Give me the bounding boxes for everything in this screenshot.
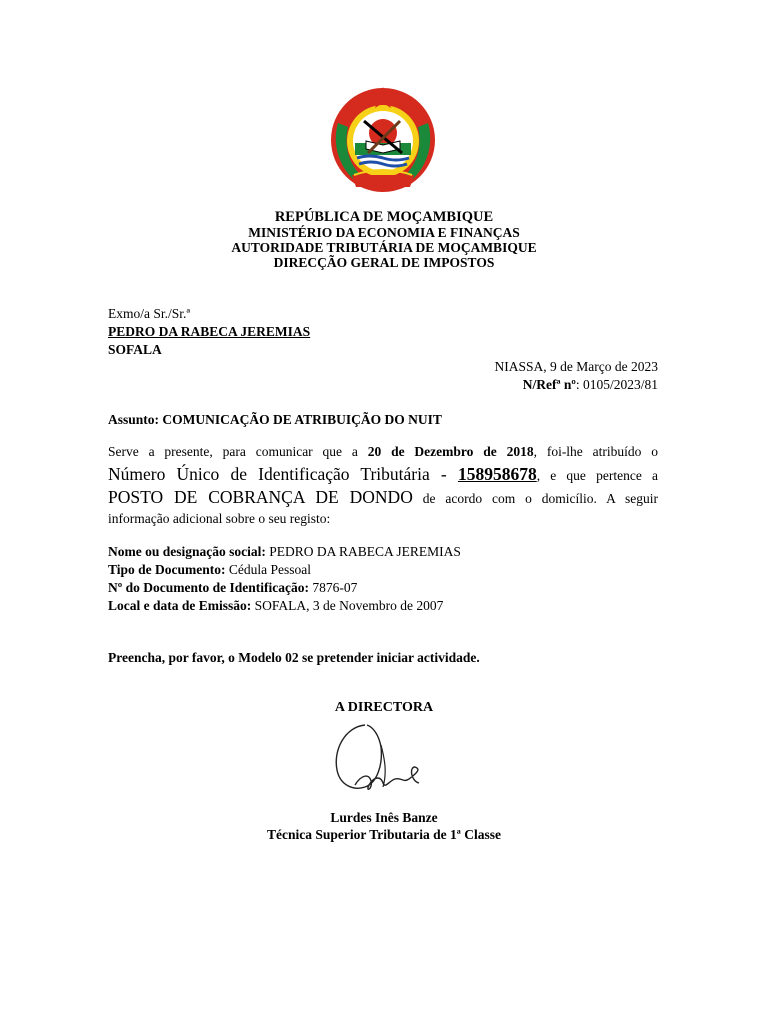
info-row-doc-type (108, 561, 311, 578)
info-label: Nome ou designação social: (108, 544, 266, 559)
salutation: Exmo/a Sr./Sr.ª (108, 306, 191, 321)
info-label: Tipo de Documento: (108, 562, 226, 577)
body-text-4: de acordo com o domicílio. A seguir (412, 491, 658, 506)
info-row-issue (108, 597, 443, 614)
signatory-title: A DIRECTORA (334, 700, 434, 715)
info-value: 7876-07 (308, 580, 358, 595)
assignment-date: 20 de Dezembro de 2018 (367, 444, 534, 459)
info-value: SOFALA, 3 de Novembro de 2007 (251, 598, 444, 613)
body-line-1 (108, 440, 658, 463)
body-paragraph (108, 440, 658, 528)
place-date: NIASSA, 9 de Março de 2023 (494, 359, 658, 374)
recipient-name: PEDRO DA RABECA JEREMIAS (108, 324, 311, 339)
header-directorate: DIRECÇÃO GERAL DE IMPOSTOS (273, 255, 495, 270)
body-line-4 (108, 509, 658, 528)
nuit-number: 158958678 (457, 464, 537, 484)
body-text-2: , foi-lhe atribuído o (533, 444, 658, 459)
body-text-1: Serve a presente, para comunicar que a (108, 444, 368, 459)
body-text-3: , e que pertence a (536, 468, 658, 483)
signatory-name: Lurdes Inês Banze (330, 810, 438, 825)
info-value: Cédula Pessoal (225, 562, 312, 577)
body-text-5: informação adicional sobre o seu registo: (108, 511, 331, 526)
body-line-3 (108, 486, 658, 509)
nuit-label: Número Único de Identificação Tributária - (108, 464, 458, 484)
header-authority: AUTORIDADE TRIBUTÁRIA DE MOÇAMBIQUE (231, 240, 537, 255)
reference-line (258, 376, 658, 393)
info-row-doc-number (108, 579, 357, 596)
header-republic: REPÚBLICA DE MOÇAMBIQUE (274, 209, 494, 225)
info-row-name (108, 543, 461, 560)
recipient-province: SOFALA (108, 342, 162, 357)
info-label: Local e data de Emissão: (108, 598, 252, 613)
tax-office: POSTO DE COBRANÇA DE DONDO (108, 487, 413, 507)
signatory-position: Técnica Superior Tributaria de 1ª Classe (267, 827, 501, 842)
instruction: Preencha, por favor, o Modelo 02 se pretender iniciar actividade. (108, 650, 480, 665)
header-ministry: MINISTÉRIO DA ECONOMIA E FINANÇAS (248, 225, 520, 240)
reference-label: N/Refª nº (522, 377, 576, 392)
handwritten-signature-icon (325, 715, 435, 805)
letterhead (0, 210, 768, 270)
info-value: PEDRO DA RABECA JEREMIAS (265, 544, 461, 559)
body-line-2 (108, 463, 658, 486)
coat-of-arms-icon (324, 83, 442, 201)
subject: Assunto: COMUNICAÇÃO DE ATRIBUIÇÃO DO NUIT (108, 412, 442, 427)
reference-value: : 0105/2023/81 (575, 377, 658, 392)
info-label: Nº do Documento de Identificação: (108, 580, 309, 595)
